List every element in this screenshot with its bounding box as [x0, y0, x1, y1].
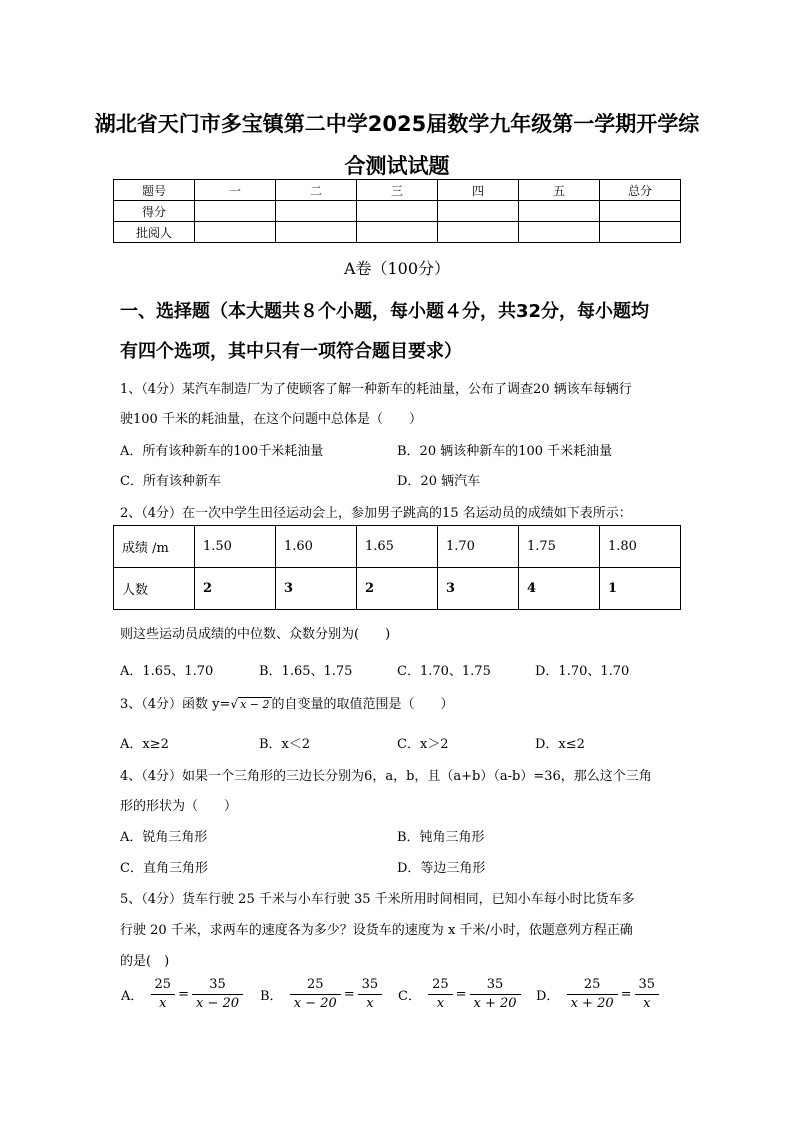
q5-option-b: B． $\frac{25}{x - 20}$ = $\frac{35}{x}$	[259, 976, 384, 1013]
q2-option-d: D．1.70、1.70	[535, 664, 630, 679]
q2-row-score	[114, 526, 681, 568]
section1-heading-line1: 一、选择题（本大题共８个小题，每小题４分，共32分，每小题均	[120, 301, 650, 322]
score-table-header-row	[114, 180, 681, 201]
score-cell	[438, 201, 519, 222]
score-row-defen	[114, 201, 681, 222]
score-header-cell: 三	[357, 180, 438, 201]
score-cell	[357, 201, 438, 222]
q1-option-c: C．所有该种新车	[120, 474, 221, 489]
q4-stem-line2: 形的形状为（ ）	[120, 799, 238, 814]
q2-cell: 1.75	[519, 526, 600, 568]
q5-option-a: A． $\frac{25}{x}$ = $\frac{35}{x - 20}$	[120, 976, 245, 1013]
q4-option-a: A．锐角三角形	[120, 830, 208, 845]
q1-option-a: A．所有该种新车的100千米耗油量	[120, 444, 324, 459]
q2-cell: 1.60	[276, 526, 357, 568]
score-row-label: 得分	[114, 201, 195, 222]
fraction: $\frac{25}{x}$	[151, 976, 176, 1013]
q3-prefix: 3、（4分）函数 y=	[120, 697, 231, 712]
q2-cell: 1.70	[438, 526, 519, 568]
score-table	[113, 179, 681, 243]
q5-option-d: D． $\frac{25}{x + 20}$ = $\frac{35}{x}$	[535, 976, 661, 1013]
score-header-cell: 二	[276, 180, 357, 201]
q5-option-c: C． $\frac{25}{x}$ = $\frac{35}{x + 20}$	[397, 976, 523, 1013]
q3-option-a: A．x≥2	[120, 737, 169, 752]
fraction: $\frac{35}{x + 20}$	[470, 976, 521, 1013]
q5-stem-line1: 5、（4分）货车行驶 25 千米与小车行驶 35 千米所用时间相同，已知小车每小时比货车多	[120, 892, 635, 907]
q2-cell: 1.50	[195, 526, 276, 568]
score-cell	[276, 222, 357, 243]
fraction: $\frac{35}{x}$	[358, 976, 383, 1013]
q3-option-d: D．x≤2	[535, 737, 585, 752]
q3-stem: 3、（4分）函数 y=√ x − 2 的自变量的取值范围是（ ）	[120, 697, 454, 712]
q2-option-c: C．1.70、1.75	[397, 664, 491, 679]
score-header-cell: 四	[438, 180, 519, 201]
q4-option-c: C．直角三角形	[120, 861, 208, 876]
score-cell	[600, 222, 681, 243]
page-title-line2: 合测试试题	[344, 154, 450, 178]
score-header-cell: 题号	[114, 180, 195, 201]
score-header-cell: 总分	[600, 180, 681, 201]
q1-stem-line1: 1、（4分）某汽车制造厂为了使顾客了解一种新车的耗油量，公布了调查20 辆该车每辆行	[120, 382, 632, 397]
fraction: $\frac{35}{x}$	[635, 976, 660, 1013]
q3-suffix: 的自变量的取值范围是（ ）	[271, 697, 454, 712]
q4-stem-line1: 4、（4分）如果一个三角形的三边长分别为6，a，b，且（a+b）（a-b）=36，那么这个三角	[120, 769, 652, 784]
score-row-label: 批阅人	[114, 222, 195, 243]
q1-option-b: B．20 辆该种新车的100 千米耗油量	[397, 444, 613, 459]
q1-option-d: D．20 辆汽车	[397, 474, 481, 489]
q2-row-count	[114, 568, 681, 610]
q2-cell: 成绩 /m	[114, 526, 195, 568]
q5-stem-line3: 的是( )	[120, 954, 170, 969]
q2-cell: 1.65	[357, 526, 438, 568]
q4-option-b: B．钝角三角形	[397, 830, 485, 845]
q2-cell: 1.80	[600, 526, 681, 568]
score-cell	[195, 222, 276, 243]
fraction: $\frac{35}{x - 20}$	[192, 976, 243, 1013]
score-cell	[519, 201, 600, 222]
score-cell	[195, 201, 276, 222]
q3-radicand: x − 2	[240, 698, 270, 711]
q3-option-b: B．x＜2	[259, 737, 311, 752]
q2-option-a: A．1.65、1.70	[120, 664, 214, 679]
q2-stem: 2、（4分）在一次中学生田径运动会上，参加男子跳高的15 名运动员的成绩如下表所示：	[120, 506, 632, 521]
fraction: $\frac{25}{x - 20}$	[290, 976, 341, 1013]
fraction: $\frac{25}{x + 20}$	[567, 976, 618, 1013]
q5-stem-line2: 行驶 20 千米，求两车的速度各为多少？设货车的速度为 x 千米/小时，依题意列方程正确	[120, 923, 633, 938]
q2-cell: 3	[438, 568, 519, 610]
q2-cell: 2	[195, 568, 276, 610]
q1-stem-line2: 驶100 千米的耗油量，在这个问题中总体是（ ）	[120, 412, 422, 427]
section1-heading-line2: 有四个选项，其中只有一项符合题目要求）	[120, 341, 462, 362]
q2-question: 则这些运动员成绩的中位数、众数分别为( )	[120, 627, 391, 642]
fraction: $\frac{25}{x}$	[428, 976, 453, 1013]
score-header-cell: 五	[519, 180, 600, 201]
q2-option-b: B．1.65、1.75	[259, 664, 353, 679]
paper-label: A卷（100分）	[343, 259, 451, 278]
q3-option-c: C．x＞2	[397, 737, 449, 752]
q2-cell: 人数	[114, 568, 195, 610]
q2-cell: 2	[357, 568, 438, 610]
score-cell	[519, 222, 600, 243]
q4-option-d: D．等边三角形	[397, 861, 486, 876]
q2-cell: 1	[600, 568, 681, 610]
page-title-line1: 湖北省天门市多宝镇第二中学2025届数学九年级第一学期开学综	[94, 112, 700, 136]
score-cell	[357, 222, 438, 243]
score-cell	[438, 222, 519, 243]
q2-data-table	[113, 525, 681, 610]
score-row-piyueren	[114, 222, 681, 243]
score-cell	[600, 201, 681, 222]
score-header-cell: 一	[195, 180, 276, 201]
q2-cell: 4	[519, 568, 600, 610]
q2-cell: 3	[276, 568, 357, 610]
score-cell	[276, 201, 357, 222]
